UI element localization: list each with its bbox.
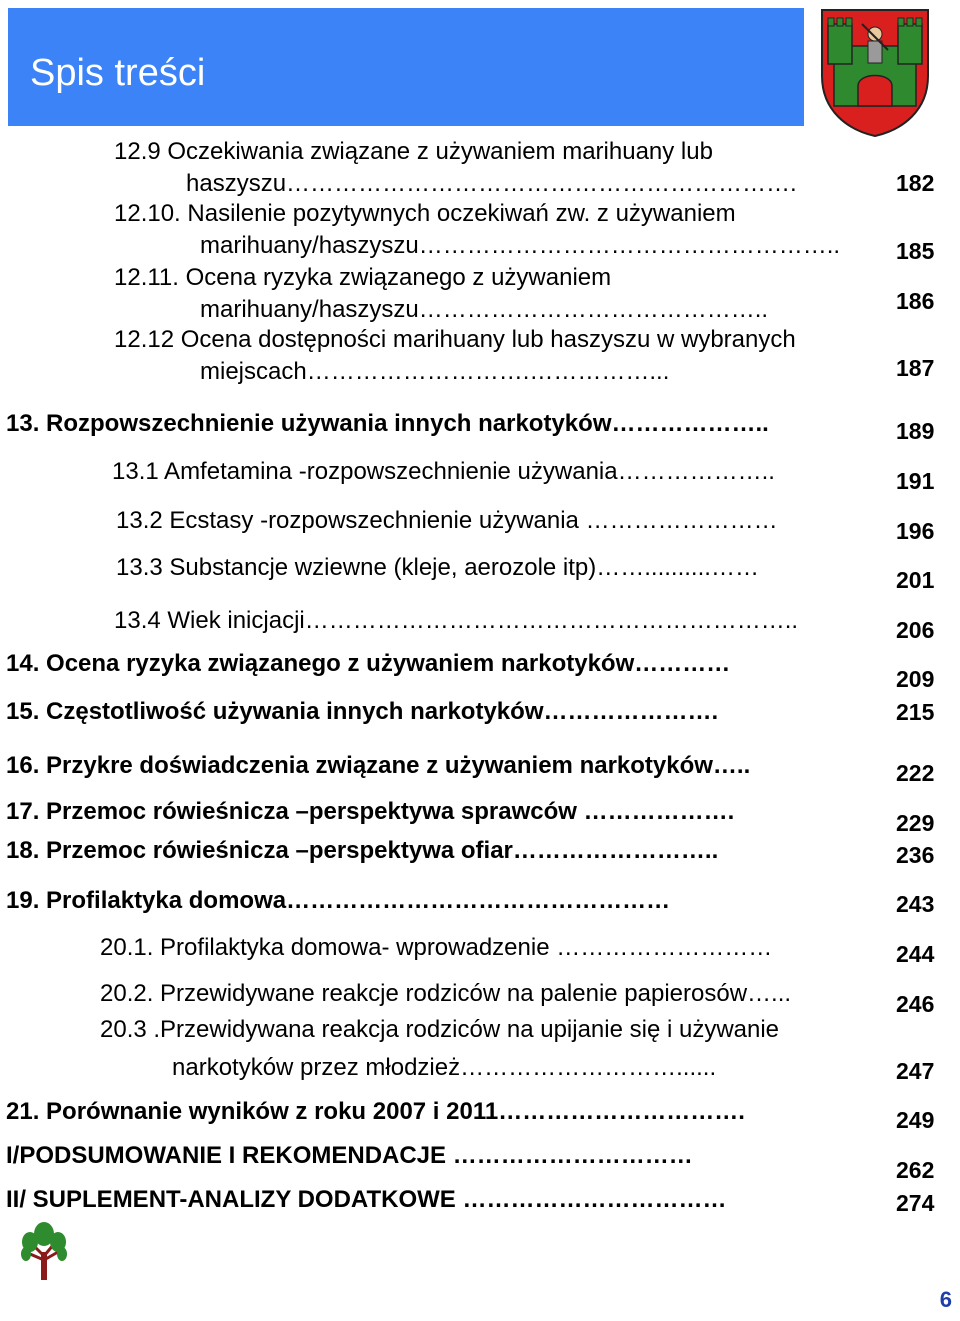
tree-logo-icon (20, 1220, 68, 1282)
toc-entry-16[interactable]: 16. Przykre doświadczenia związane z używaniem narkotyków….. (6, 752, 751, 779)
toc-page-number: 262 (896, 1157, 935, 1183)
toc-entry-20-1[interactable]: 20.1. Profilaktyka domowa- wprowadzenie ……………………… (100, 934, 773, 961)
toc-entry-12-10-cont[interactable]: marihuany/haszyszu…………………………………………….. (200, 232, 841, 259)
toc-page-number: 185 (896, 238, 935, 264)
toc-page-number: 201 (896, 567, 935, 593)
city-coat-of-arms-icon (818, 6, 932, 138)
toc-page-number: 191 (896, 468, 935, 494)
toc-entry-13-3[interactable]: 13.3 Substancje wziewne (kleje, aerozole itp)……..........…… (116, 554, 759, 581)
toc-page-number: 246 (896, 991, 935, 1017)
toc-page-number: 247 (896, 1058, 935, 1084)
toc-page-number: 206 (896, 617, 935, 643)
toc-entry-20-3[interactable]: 20.3 .Przewidywana reakcja rodziców na upijanie się i używanie (100, 1016, 780, 1043)
toc-entry-19[interactable]: 19. Profilaktyka domowa………………………………………… (6, 887, 671, 914)
toc-entry-20-2[interactable]: 20.2. Przewidywane reakcje rodziców na palenie papierosów…... (100, 980, 792, 1007)
toc-entry-12-12[interactable]: 12.12 Ocena dostępności marihuany lub haszyszu w wybranych (114, 326, 796, 353)
toc-page-number: 215 (896, 699, 935, 725)
toc-entry-13[interactable]: 13. Rozpowszechnienie używania innych narkotyków……………….. (6, 410, 769, 437)
toc-entry-12-11[interactable]: 12.11. Ocena ryzyka związanego z używaniem (114, 264, 612, 291)
toc-page-number: 274 (896, 1190, 935, 1216)
toc-entry-18[interactable]: 18. Przemoc rówieśnicza –perspektywa ofiar…………………….. (6, 837, 719, 864)
toc-page-number: 249 (896, 1107, 935, 1133)
toc-entry-15[interactable]: 15. Częstotliwość używania innych narkotyków…………………. (6, 698, 719, 725)
toc-page-number: 189 (896, 418, 935, 444)
toc-entry-20-3-cont[interactable]: narkotyków przez młodzież………………………...... (172, 1054, 717, 1081)
toc-page-number: 182 (896, 170, 935, 196)
toc-entry-14[interactable]: 14. Ocena ryzyka związanego z używaniem narkotyków………… (6, 650, 731, 677)
toc-entry-13-4[interactable]: 13.4 Wiek inicjacji…………………………………………………….. (114, 607, 799, 634)
toc-entry-12-12-cont[interactable]: miejscach……………………….……………... (200, 358, 670, 385)
toc-page-number: 244 (896, 941, 935, 967)
toc-entry-12-9[interactable]: 12.9 Oczekiwania związane z używaniem marihuany lub (114, 138, 713, 165)
toc-entry-suplement[interactable]: II/ SUPLEMENT-ANALIZY DODATKOWE …………………………… (6, 1186, 727, 1213)
toc-page-number: 229 (896, 810, 935, 836)
toc-page-number: 196 (896, 518, 935, 544)
toc-entry-12-11-cont[interactable]: marihuany/haszyszu…………………………………….. (200, 296, 769, 323)
toc-entry-12-10[interactable]: 12.10. Nasilenie pozytywnych oczekiwań zw. z używaniem (114, 200, 736, 227)
toc-page-number: 236 (896, 842, 935, 868)
toc-page-number: 209 (896, 666, 935, 692)
toc-entry-podsumowanie[interactable]: I/PODSUMOWANIE I REKOMENDACJE ………………………… (6, 1142, 693, 1169)
toc-page-number: 187 (896, 355, 935, 381)
toc-entry-13-1[interactable]: 13.1 Amfetamina -rozpowszechnienie używania……………….. (112, 458, 775, 485)
toc-page-number: 186 (896, 288, 935, 314)
page-title: Spis treści (30, 52, 206, 94)
toc-entry-17[interactable]: 17. Przemoc rówieśnicza –perspektywa sprawców ………………. (6, 798, 735, 825)
toc-page-number: 243 (896, 891, 935, 917)
toc-entry-21[interactable]: 21. Porównanie wyników z roku 2007 i 2011…………………………. (6, 1098, 745, 1125)
toc-entry-13-2[interactable]: 13.2 Ecstasy -rozpowszechnienie używania …………………… (116, 507, 778, 534)
toc-entry-12-9-cont[interactable]: haszyszu………………………………………………………. (186, 170, 797, 197)
header-banner (8, 8, 804, 126)
page-number: 6 (939, 1287, 952, 1312)
toc-page-number: 222 (896, 760, 935, 786)
